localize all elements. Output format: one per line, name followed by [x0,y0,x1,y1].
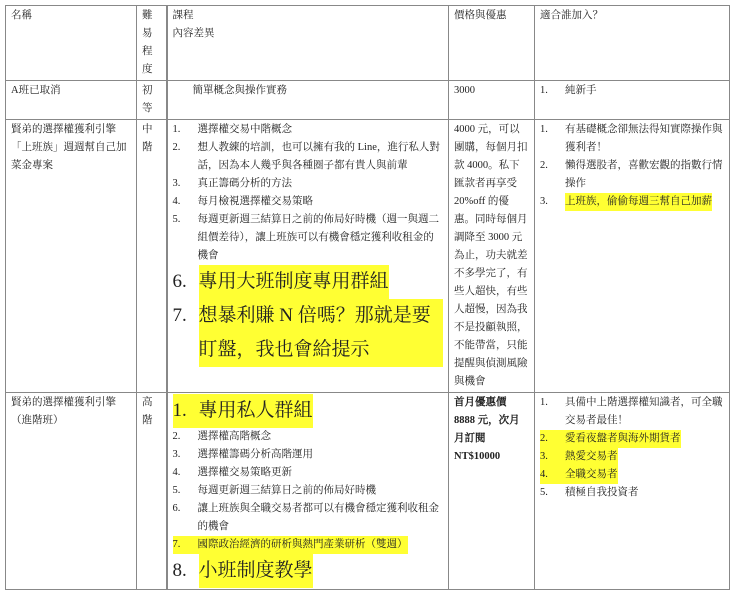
list-number: 5. [172,214,181,225]
header-row [6,6,730,81]
list-item [173,175,444,193]
list-number: 3. [540,451,548,462]
header-audience: 適合誰加入？ [535,6,730,81]
list-text: 具備中上階選擇權知識者，可全職交易者最佳！ [565,397,723,426]
row-course [167,81,449,120]
course-comparison-table [5,5,730,590]
list-text: 選擇權高階概念 [197,431,271,442]
list-text: 全職交易者 [565,469,618,480]
row-course [167,393,449,590]
list-item [173,428,444,446]
row-level: 高階 [137,393,167,590]
row-price: 3000 [449,81,535,120]
list-number: 2. [540,433,548,444]
list-number: 7. [172,539,181,550]
list-number: 7. [172,305,187,326]
list-number: 5. [172,485,181,496]
table-row [6,81,730,120]
list-number: 3. [172,178,181,189]
row-level: 中階 [137,120,167,393]
list-text: 純新手 [565,85,597,96]
list-item [540,484,724,502]
list-text: 國際政治經濟的研析與熱門產業研析（雙週） [197,539,408,550]
list-number: 4. [172,467,181,478]
list-item [540,82,724,100]
header-level [137,6,167,81]
list-number: 2. [172,431,181,442]
list-text: 小班制度教學 [199,554,313,588]
list-item-highlighted [540,193,724,211]
list-number: 3. [172,449,181,460]
list-number: 5. [540,487,548,498]
list-item-highlighted [173,394,444,428]
list-text: 專用私人群組 [198,400,313,421]
list-item [173,193,444,211]
list-item-highlighted [173,536,444,554]
list-number: 3. [540,196,548,207]
list-item-highlighted [173,299,444,367]
list-text: 積極自我投資者 [565,487,639,498]
list-text: 想暴利賺 N 倍嗎？那就是要盯盤，我也會給提示 [199,299,444,367]
list-number: 6. [172,271,187,292]
list-number: 1. [540,85,548,96]
list-number: 8. [172,560,187,581]
row-course [167,120,449,393]
list-number: 1. [540,124,548,135]
list-text: 真正籌碼分析的方法 [197,178,292,189]
list-item [173,121,444,139]
list-number: 4. [172,196,181,207]
list-text: 熱愛交易者 [565,451,618,462]
list-item [173,482,444,500]
row-price: 4000 元，可以團購，每個月扣款 4000。私下匯款者再享受 20%off 的優惠。同時每個月調降至 3000 元為止，功夫就差不多學完了，有些人超快，有些人超慢，因為我不是投顧執照，不能帶當，只能提醒與偵測風險與機會 [449,120,535,393]
list-text: 專用大班制度專用群組 [199,265,389,299]
header-level-line1: 難易 [142,10,153,39]
list-item-highlighted [540,466,724,484]
list-text: 愛看夜盤者與海外期貨者 [565,433,681,444]
row-name: A班已取消 [6,81,137,120]
row-audience [535,393,730,590]
table-row [6,393,730,590]
table-row [6,120,730,393]
course-text: 簡單概念與操作實務 [192,85,287,96]
list-item [173,139,444,175]
header-level-line2: 程度 [142,46,153,75]
row-price: 首月優惠價 8888 元，次月月訂閱NT$10000 [449,393,535,590]
list-text: 有基礎概念卻無法得知實際操作與獲利者！ [565,124,723,153]
list-item [540,394,724,430]
list-text: 想人教練的培訓，也可以擁有我的 Line，進行私人對話，因為本人幾乎與各種圈子都有貴人與前輩 [197,142,440,171]
header-course-line1: 課程 [172,10,194,21]
row-name: 賢弟的選擇權獲利引擎（進階班） [6,393,137,590]
list-item [173,446,444,464]
list-number: 1. [172,124,181,135]
header-name: 名稱 [6,6,137,81]
header-course-line2: 內容差異 [172,28,215,39]
list-text: 每週更新週三結算日之前的佈局好時機（週一與週二組價差待），讓上班族可以有機會穩定獲利收租金的機會 [197,214,439,261]
list-text: 上班族，偷偷每週三幫自己加薪 [565,193,712,211]
row-audience [535,81,730,120]
list-number: 4. [540,469,548,480]
list-text: 選擇權交易策略更新 [197,467,292,478]
header-price: 價格與優惠 [449,6,535,81]
row-level: 初等 [137,81,167,120]
list-item [173,211,444,265]
list-item-highlighted [173,554,444,588]
list-item [540,121,724,157]
list-text: 每月檢視選擇權交易策略 [197,196,313,207]
list-number: 1. [540,397,548,408]
list-number: 6. [172,503,181,514]
list-number: 2. [540,160,548,171]
list-number: 2. [172,142,181,153]
list-text: 選擇權交易中階概念 [197,124,292,135]
list-number: 1. [172,400,187,421]
list-item [173,500,444,536]
header-course [167,6,449,81]
list-item-highlighted [173,265,444,299]
list-item-highlighted [540,448,724,466]
list-text: 選擇權籌碼分析高階運用 [197,449,313,460]
list-item-highlighted [540,430,724,448]
row-name: 賢弟的選擇權獲利引擎「上班族」週週幫自己加菜金專案 [6,120,137,393]
list-item [173,464,444,482]
list-item [540,157,724,193]
list-text: 讓上班族與全職交易者都可以有機會穩定獲利收租金的機會 [197,503,439,532]
list-text: 懶得選股者，喜歡宏觀的指數行情操作 [565,160,723,189]
list-text: 每週更新週三結算日之前的佈局好時機 [197,485,376,496]
row-audience [535,120,730,393]
